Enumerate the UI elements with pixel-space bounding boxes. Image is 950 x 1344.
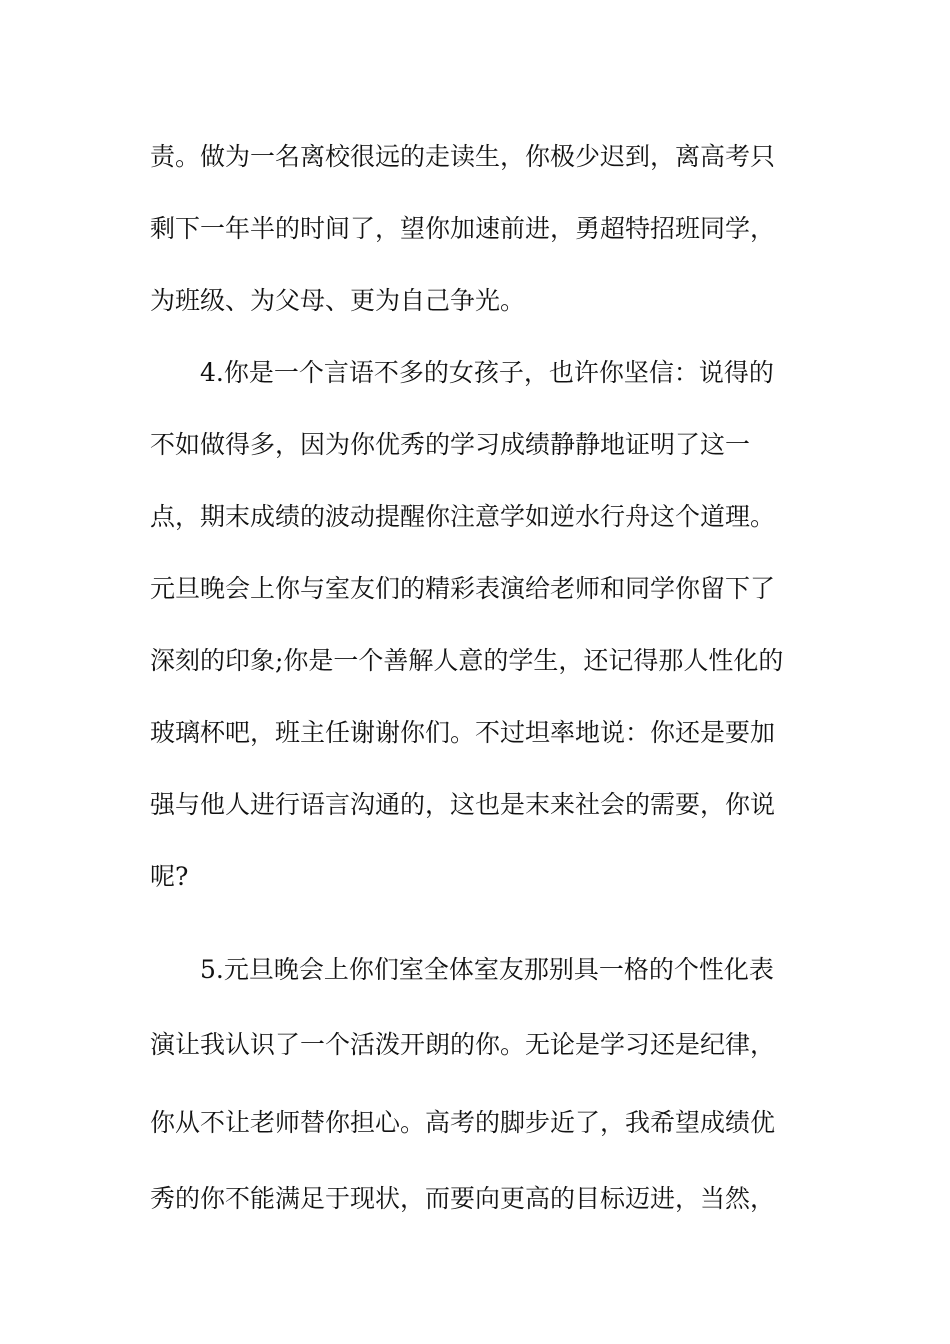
paragraph-line: 秀的你不能满足于现状，而要向更高的目标迈进，当然， <box>150 1184 776 1213</box>
paragraph-line: 剩下一年半的时间了，望你加速前进，勇超特招班同学， <box>150 214 776 243</box>
paragraph-line: 强与他人进行语言沟通的，这也是末来社会的需要，你说 <box>150 790 776 819</box>
paragraph-line: 呢? <box>150 862 189 891</box>
paragraph-line: 元旦晚会上你与室友们的精彩表演给老师和同学你留下了 <box>150 574 776 603</box>
paragraph-line: 玻璃杯吧，班主任谢谢你们。不过坦率地说：你还是要加 <box>150 718 776 747</box>
paragraph-line: 你从不让老师替你担心。高考的脚步近了，我希望成绩优 <box>150 1108 776 1137</box>
paragraph-line: 5.元旦晚会上你们室全体室友那别具一格的个性化表 <box>200 955 774 984</box>
paragraph-line: 为班级、为父母、更为自己争光。 <box>150 286 526 315</box>
paragraph-line: 4.你是一个言语不多的女孩子，也许你坚信：说得的 <box>200 358 774 387</box>
paragraph-line: 不如做得多，因为你优秀的学习成绩静静地证明了这一 <box>150 430 751 459</box>
paragraph-line: 深刻的印象;你是一个善解人意的学生，还记得那人性化的 <box>150 646 784 675</box>
paragraph-line: 责。做为一名离校很远的走读生，你极少迟到，离高考只 <box>150 142 776 171</box>
paragraph-line: 演让我认识了一个活泼开朗的你。无论是学习还是纪律， <box>150 1030 776 1059</box>
paragraph-line: 点，期末成绩的波动提醒你注意学如逆水行舟这个道理。 <box>150 502 776 531</box>
